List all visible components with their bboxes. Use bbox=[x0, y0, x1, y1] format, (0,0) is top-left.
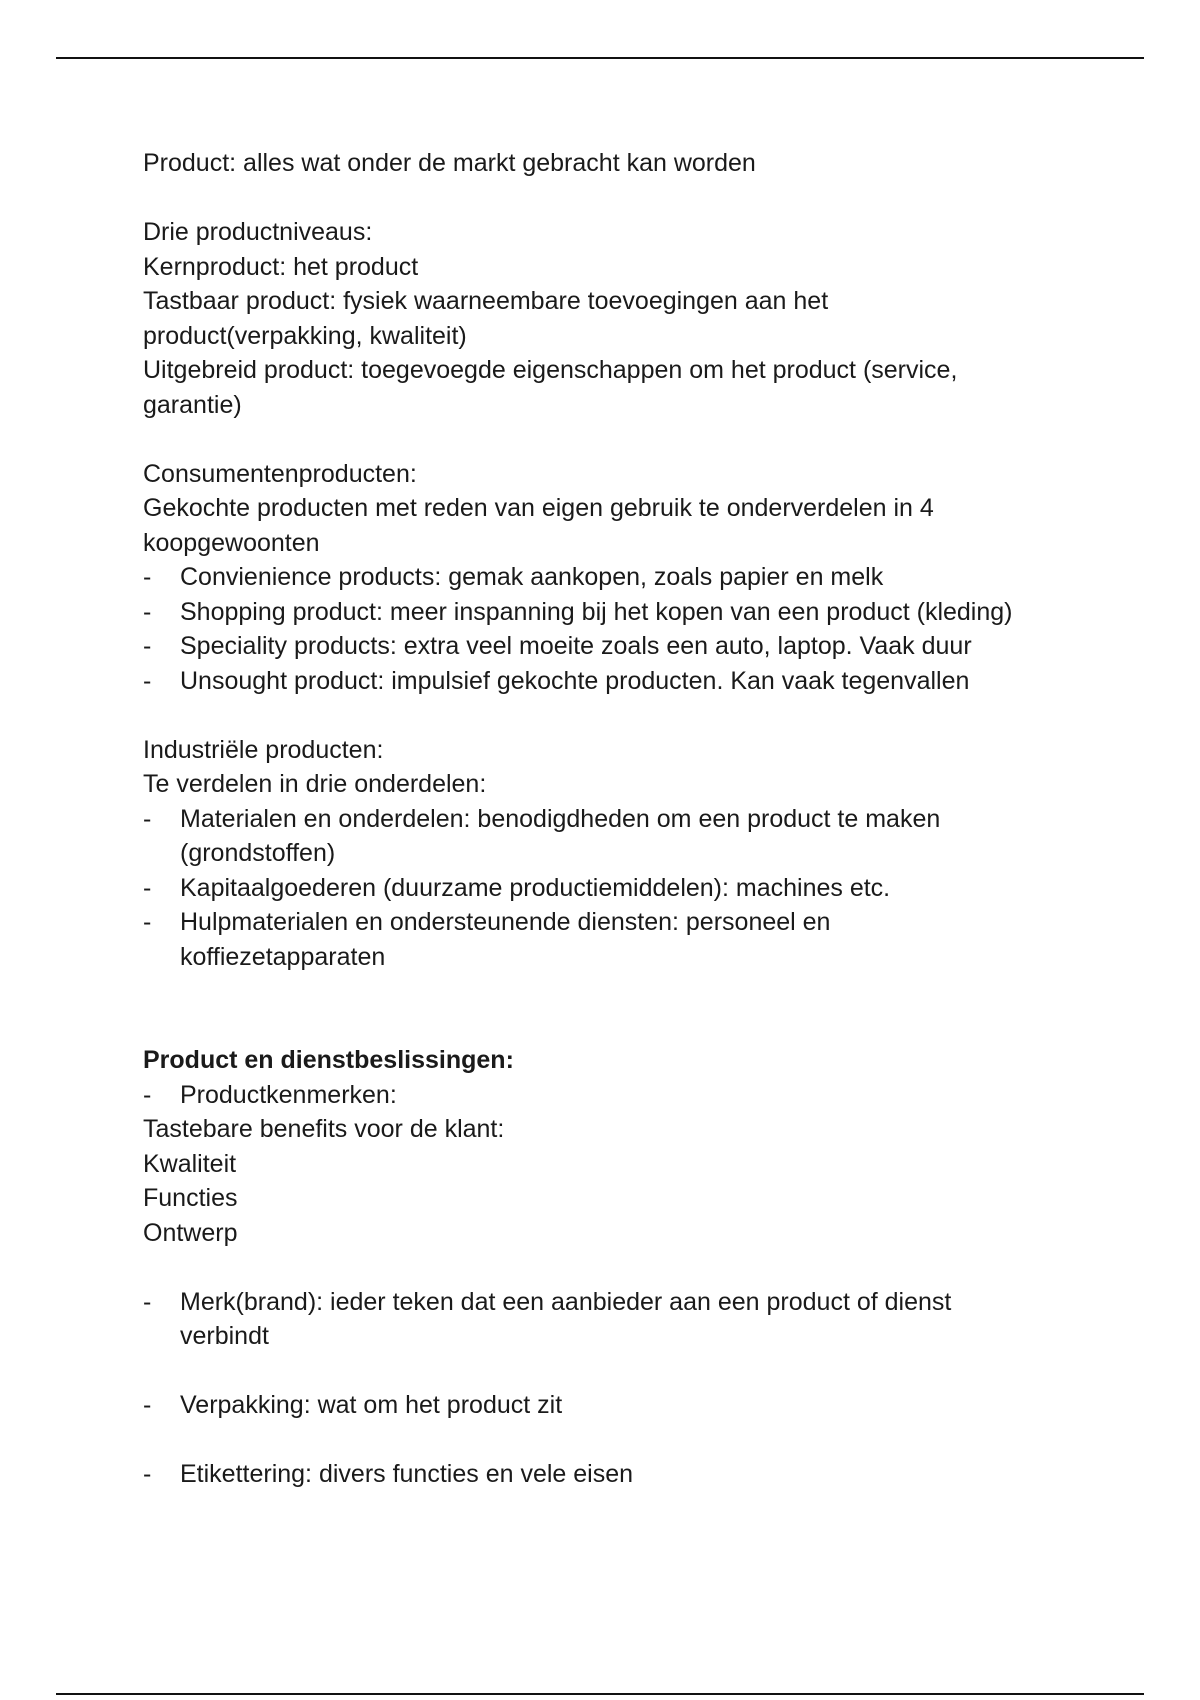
tangible-product-line: Tastbaar product: fysiek waarneembare toevoegingen aan het bbox=[143, 287, 829, 315]
list-item bbox=[143, 1285, 1083, 1354]
list-item-text: Kapitaalgoederen (duurzame productiemiddelen): machines etc. bbox=[180, 873, 891, 902]
list-item bbox=[143, 560, 1083, 595]
augmented-product-line-cont: garantie) bbox=[143, 390, 242, 419]
list-item bbox=[143, 871, 1083, 906]
list-item-text-cont: verbindt bbox=[180, 1322, 269, 1350]
list-item-text: Shopping product: meer inspanning bij het kopen van een product (kleding) bbox=[180, 597, 1013, 626]
design-line: Ontwerp bbox=[143, 1218, 238, 1247]
list-item-text: Speciality products: extra veel moeite zoals een auto, laptop. Vaak duur bbox=[180, 632, 972, 660]
industrial-products-heading: Industriële producten: bbox=[143, 735, 384, 764]
industrial-products-intro: Te verdelen in drie onderdelen: bbox=[143, 770, 487, 798]
bullet-dash: - bbox=[143, 632, 152, 660]
bullet-dash: - bbox=[143, 1080, 152, 1109]
list-item-text: Productkenmerken: bbox=[180, 1080, 397, 1109]
bullet-dash: - bbox=[143, 873, 152, 902]
list-item-text-cont: koffiezetapparaten bbox=[180, 942, 386, 971]
consumer-products-intro-cont: koopgewoonten bbox=[143, 528, 320, 557]
bullet-dash: - bbox=[143, 1391, 152, 1419]
decisions-heading: Product en dienstbeslissingen: bbox=[143, 1046, 514, 1074]
bullet-dash: - bbox=[143, 563, 152, 591]
list-item-text: Materialen en onderdelen: benodigdheden om een product te maken bbox=[180, 804, 941, 833]
bullet-dash: - bbox=[143, 1460, 152, 1488]
list-item-text: Convienience products: gemak aankopen, zoals papier en melk bbox=[180, 563, 884, 591]
bullet-dash: - bbox=[143, 666, 152, 695]
product-definition: Product: alles wat onder de markt gebracht kan worden bbox=[143, 149, 756, 177]
list-item bbox=[143, 905, 1083, 974]
consumer-products-heading: Consumentenproducten: bbox=[143, 459, 417, 488]
list-item bbox=[143, 664, 1083, 699]
bullet-dash: - bbox=[143, 597, 152, 626]
document-body bbox=[143, 146, 1083, 1492]
bullet-dash: - bbox=[143, 1287, 152, 1316]
list-item-text: Etikettering: divers functies en vele eisen bbox=[180, 1460, 634, 1488]
tangible-product-line-cont: product(verpakking, kwaliteit) bbox=[143, 321, 467, 350]
quality-line: Kwaliteit bbox=[143, 1149, 237, 1178]
functions-line: Functies bbox=[143, 1184, 238, 1212]
list-item bbox=[143, 629, 1083, 664]
benefits-line: Tastebare benefits voor de klant: bbox=[143, 1115, 505, 1143]
augmented-product-line: Uitgebreid product: toegevoegde eigenschappen om het product (service, bbox=[143, 356, 958, 384]
list-item-text: Merk(brand): ieder teken dat een aanbieder aan een product of dienst bbox=[180, 1287, 952, 1316]
list-item-text: Unsought product: impulsief gekochte producten. Kan vaak tegenvallen bbox=[180, 666, 970, 695]
list-item bbox=[143, 1388, 1083, 1423]
header-rule bbox=[56, 57, 1144, 59]
list-item bbox=[143, 802, 1083, 871]
bullet-dash: - bbox=[143, 908, 152, 936]
levels-heading: Drie productniveaus: bbox=[143, 218, 373, 246]
list-item-text: Verpakking: wat om het product zit bbox=[180, 1391, 563, 1419]
list-item bbox=[143, 1457, 1083, 1492]
list-item-text-cont: (grondstoffen) bbox=[180, 839, 336, 867]
consumer-products-intro: Gekochte producten met reden van eigen gebruik te onderverdelen in 4 bbox=[143, 494, 934, 522]
footer-rule bbox=[56, 1693, 1144, 1695]
list-item-text: Hulpmaterialen en ondersteunende diensten: personeel en bbox=[180, 908, 831, 936]
core-product-line: Kernproduct: het product bbox=[143, 252, 419, 281]
list-item bbox=[143, 1078, 1083, 1113]
list-item bbox=[143, 595, 1083, 630]
bullet-dash: - bbox=[143, 804, 152, 833]
